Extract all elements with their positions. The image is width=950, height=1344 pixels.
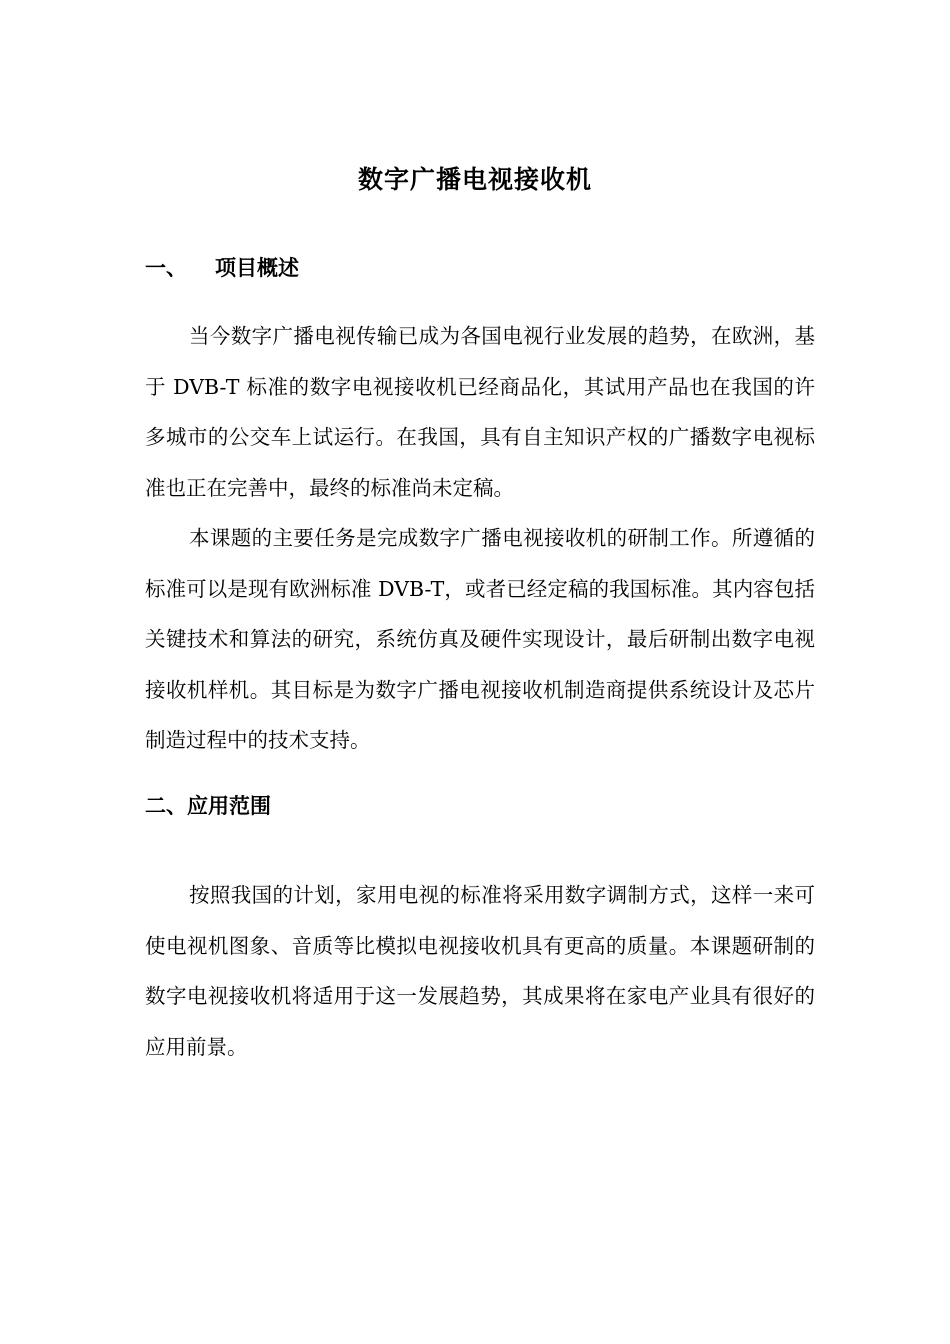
paragraph: 按照我国的计划，家用电视的标准将采用数字调制方式，这样一来可使电视机图象、音质等比模拟电视接收机具有更高的质量。本课题研制的数字电视接收机将适用于这一发展趋势，其成果将在家电产业具有很好的应用前景。: [145, 883, 815, 1059]
section-title: 项目概述: [215, 256, 299, 280]
paragraph: 当今数字广播电视传输已成为各国电视行业发展的趋势，在欧洲，基于 DVB-T 标准的数字电视接收机已经商品化，其试用产品也在我国的许多城市的公交车上试运行。在我国，具有自主知识产权的广播数字电视标准也正在完善中，最终的标准尚未定稿。: [145, 324, 815, 500]
section-title: 应用范围: [187, 794, 271, 818]
section-heading-application: [145, 790, 271, 822]
section-number: 二、: [145, 794, 187, 818]
section-heading-overview: [145, 252, 299, 284]
paragraph: 本课题的主要任务是完成数字广播电视接收机的研制工作。所遵循的标准可以是现有欧洲标准 DVB-T，或者已经定稿的我国标准。其内容包括关键技术和算法的研究，系统仿真及硬件实现设计，最后研制出数字电视接收机样机。其目标是为数字广播电视接收机制造商提供系统设计及芯片制造过程中的技术支持。: [145, 526, 815, 752]
section-number: 一、: [145, 256, 187, 280]
document-title: 数字广播电视接收机: [357, 165, 592, 194]
